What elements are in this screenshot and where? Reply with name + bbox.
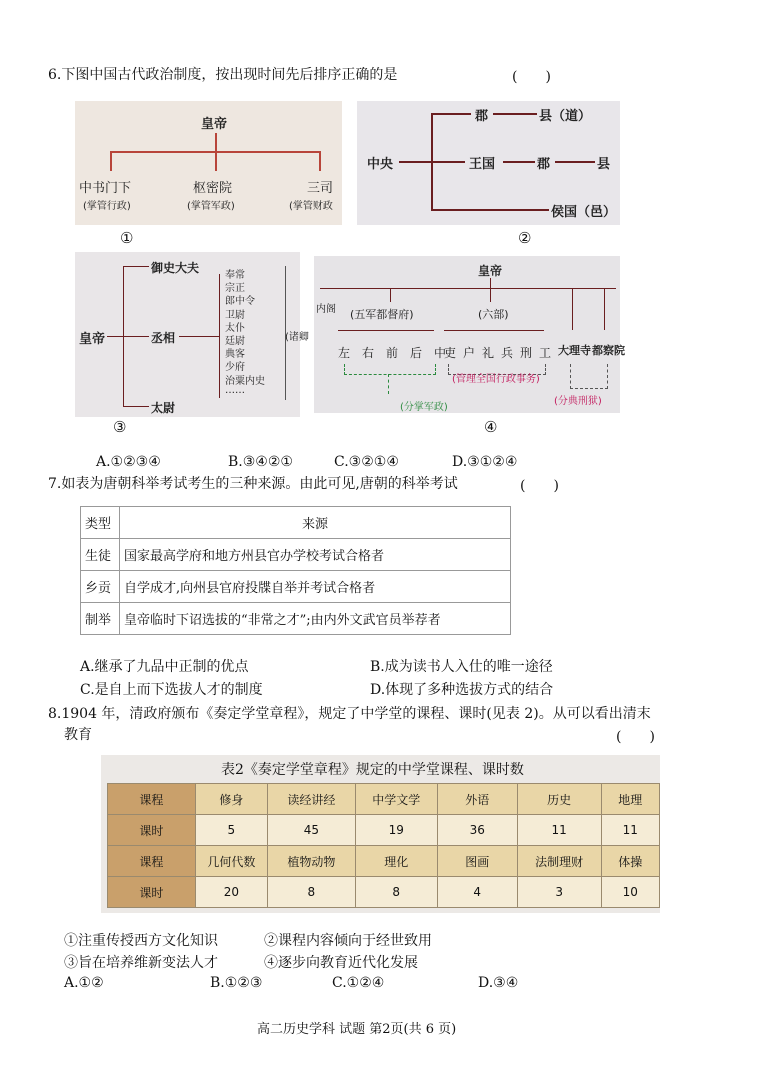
table-cell: 法制理财 bbox=[517, 846, 601, 877]
fig3-minister-item: 典客 bbox=[225, 349, 245, 361]
table-cell: 8 bbox=[355, 877, 437, 908]
table-cell: 11 bbox=[601, 815, 659, 846]
q7-stem: 7.如表为唐朝科举考试考生的三种来源。由此可见,唐朝的科举考试 bbox=[48, 476, 458, 492]
fig3-a: 御史大夫 bbox=[151, 261, 200, 275]
fig4-nei: 内阁 bbox=[316, 304, 336, 315]
fig2-left: 中央 bbox=[367, 157, 394, 172]
fig1-b1: 中书门下 bbox=[79, 181, 132, 196]
q8-stem-line2: 教育 bbox=[64, 727, 92, 743]
fig3-b: 丞相 bbox=[151, 331, 176, 345]
q6-option-b[interactable]: B.③④②① bbox=[228, 454, 293, 470]
table-header-cell: 来源 bbox=[120, 507, 511, 539]
fig2-r3: 侯国（邑） bbox=[551, 205, 617, 220]
q8-option-c[interactable]: C.①②④ bbox=[332, 975, 385, 991]
fig1-b3: 三司 bbox=[307, 181, 334, 196]
fig4-ministry-item: 刑 bbox=[520, 346, 533, 360]
q8-answer-paren: ( ) bbox=[616, 729, 655, 745]
table-header-row bbox=[81, 507, 511, 539]
fig3-side: (诸卿 bbox=[285, 332, 309, 343]
q6-option-d[interactable]: D.③①②④ bbox=[452, 454, 518, 470]
q8-stem-line1: 8.1904 年，清政府颁布《奏定学堂章程》，规定了中学堂的课程、课时(见表 2)。从可以看出清末 bbox=[48, 706, 651, 722]
q8-option-b[interactable]: B.①②③ bbox=[210, 975, 263, 991]
q7-table bbox=[80, 506, 511, 635]
fig2-r2c: 县 bbox=[597, 157, 611, 172]
table-cell: 国家最高学府和地方州县官办学校考试合格者 bbox=[120, 539, 511, 571]
fig4-ministry-item: 礼 bbox=[482, 346, 495, 360]
fig3-minister-item: 少府 bbox=[225, 362, 245, 374]
q7-option-b[interactable]: B.成为读书人入仕的唯一途径 bbox=[370, 659, 553, 675]
q8-option-a[interactable]: A.①② bbox=[64, 975, 104, 991]
fig4-n2: (分掌军政) bbox=[400, 402, 448, 413]
fig4-g1: (五军都督府) bbox=[350, 308, 414, 321]
table-cell: 几何代数 bbox=[195, 846, 267, 877]
fig4-n3: (分典刑狱) bbox=[554, 396, 602, 407]
fig1-label: ① bbox=[120, 229, 134, 247]
fig4-ministry-item: 吏 bbox=[444, 346, 457, 360]
table-cell: 图画 bbox=[437, 846, 517, 877]
q8-statement-1: ①注重传授西方文化知识 bbox=[64, 933, 218, 949]
fig1-b2s: (掌管军政) bbox=[187, 201, 235, 212]
q7-answer-paren: ( ) bbox=[520, 478, 559, 494]
fig3-minister-item: 治粟内史 bbox=[225, 375, 265, 387]
figure-3-qin-three-lords-nine-ministers bbox=[75, 252, 309, 417]
fig2-r2a: 王国 bbox=[469, 157, 496, 172]
fig1-b1s: (掌管行政) bbox=[83, 201, 131, 212]
table-cell: 理化 bbox=[355, 846, 437, 877]
q8-statement-4: ④逐步向教育近代化发展 bbox=[264, 955, 418, 971]
table-row bbox=[108, 877, 660, 908]
table-cell: 历史 bbox=[517, 784, 601, 815]
fig3-minister-item: …… bbox=[225, 384, 245, 396]
q8-statement-3: ③旨在培养维新变法人才 bbox=[64, 955, 218, 971]
q6-stem: 6.下图中国古代政治制度，按出现时间先后排序正确的是 bbox=[48, 67, 398, 83]
table-cell: 体操 bbox=[601, 846, 659, 877]
figure-1-song-central-system bbox=[75, 101, 342, 225]
fig4-dudu-item: 前 bbox=[386, 346, 399, 360]
table-cell: 皇帝临时下诏选拔的“非常之才”;由内外文武官员举荐者 bbox=[120, 603, 511, 635]
table-cell: 45 bbox=[267, 815, 355, 846]
fig3-left: 皇帝 bbox=[79, 332, 106, 347]
table-cell: 19 bbox=[355, 815, 437, 846]
table-cell: 3 bbox=[517, 877, 601, 908]
table-cell: 11 bbox=[517, 815, 601, 846]
table-cell: 5 bbox=[195, 815, 267, 846]
fig2-r1a: 郡 bbox=[475, 109, 489, 124]
fig3-minister-item: 太仆 bbox=[225, 322, 245, 334]
row-label-hours: 课时 bbox=[108, 877, 196, 908]
table-cell: 8 bbox=[267, 877, 355, 908]
q7-option-a[interactable]: A.继承了九品中正制的优点 bbox=[80, 659, 249, 675]
fig3-label: ③ bbox=[113, 418, 127, 436]
q6-option-c[interactable]: C.③②①④ bbox=[334, 454, 399, 470]
fig3-minister-item: 郎中令 bbox=[225, 296, 255, 308]
fig1-b2: 枢密院 bbox=[193, 181, 233, 196]
q8-table-title: 表2《奏定学堂章程》规定的中学堂课程、课时数 bbox=[221, 762, 524, 778]
fig4-d1: 大理寺 bbox=[558, 344, 591, 357]
table-cell: 自学成才,向州县官府投牒自举并考试合格者 bbox=[120, 571, 511, 603]
table-cell: 外语 bbox=[437, 784, 517, 815]
table-row bbox=[108, 815, 660, 846]
table-cell: 36 bbox=[437, 815, 517, 846]
fig1-b3s: (掌管财政 bbox=[289, 201, 333, 212]
q7-option-d[interactable]: D.体现了多种选拔方式的结合 bbox=[370, 682, 554, 698]
fig2-r1b: 县（道） bbox=[539, 109, 592, 124]
fig4-dudu-item: 右 bbox=[362, 346, 375, 360]
q8-option-d[interactable]: D.③④ bbox=[478, 975, 519, 991]
page-footer: 高二历史学科 试题 第2页(共 6 页) bbox=[257, 1022, 457, 1037]
q8-statement-2: ②课程内容倾向于经世致用 bbox=[264, 933, 432, 949]
fig4-n1: (管理全国行政事务) bbox=[452, 374, 540, 385]
table-cell: 中学文学 bbox=[355, 784, 437, 815]
q6-option-a[interactable]: A.①②③④ bbox=[96, 454, 161, 470]
row-label-course: 课程 bbox=[108, 846, 196, 877]
q8-table-photo bbox=[101, 755, 660, 913]
table-header-cell: 类型 bbox=[81, 507, 120, 539]
fig4-top: 皇帝 bbox=[478, 264, 503, 278]
fig3-minister-item: 奉常 bbox=[225, 270, 245, 281]
fig4-g2: (六部) bbox=[478, 308, 509, 321]
table-cell: 读经讲经 bbox=[267, 784, 355, 815]
fig3-minister-item: 卫尉 bbox=[225, 309, 245, 321]
fig1-top: 皇帝 bbox=[201, 117, 228, 132]
fig4-dudu-item: 后 bbox=[410, 346, 423, 360]
fig3-minister-item: 宗正 bbox=[225, 283, 245, 295]
table-row bbox=[108, 784, 660, 815]
fig2-label: ② bbox=[518, 229, 532, 247]
table-cell: 地理 bbox=[601, 784, 659, 815]
fig4-dudu-item: 中 bbox=[434, 346, 447, 360]
figure-4-ming-central-system bbox=[314, 256, 625, 413]
row-label-course: 课程 bbox=[108, 784, 196, 815]
fig3-c: 太尉 bbox=[151, 401, 176, 415]
table-row bbox=[81, 603, 511, 635]
table-row bbox=[108, 846, 660, 877]
table-cell: 生徒 bbox=[81, 539, 120, 571]
table-row bbox=[81, 571, 511, 603]
table-cell: 10 bbox=[601, 877, 659, 908]
table-cell: 植物动物 bbox=[267, 846, 355, 877]
fig4-ministry-item: 工 bbox=[539, 346, 552, 360]
fig4-dudu-item: 左 bbox=[338, 346, 351, 360]
fig3-minister-item: 廷尉 bbox=[225, 336, 245, 347]
table-row bbox=[81, 539, 511, 571]
fig4-ministry-item: 户 bbox=[463, 346, 476, 360]
row-label-hours: 课时 bbox=[108, 815, 196, 846]
fig4-d2: 都察院 bbox=[592, 344, 625, 357]
q8-table bbox=[107, 783, 660, 908]
table-cell: 制举 bbox=[81, 603, 120, 635]
table-cell: 4 bbox=[437, 877, 517, 908]
table-cell: 乡贡 bbox=[81, 571, 120, 603]
q7-option-c[interactable]: C.是自上而下选拔人才的制度 bbox=[80, 682, 263, 698]
fig2-r2b: 郡 bbox=[537, 157, 551, 172]
q6-answer-paren: ( ) bbox=[512, 69, 551, 85]
table-cell: 修身 bbox=[195, 784, 267, 815]
fig4-label: ④ bbox=[484, 418, 498, 436]
fig4-ministry-item: 兵 bbox=[501, 346, 514, 360]
figure-2-han-commandery-system bbox=[357, 101, 620, 225]
table-cell: 20 bbox=[195, 877, 267, 908]
